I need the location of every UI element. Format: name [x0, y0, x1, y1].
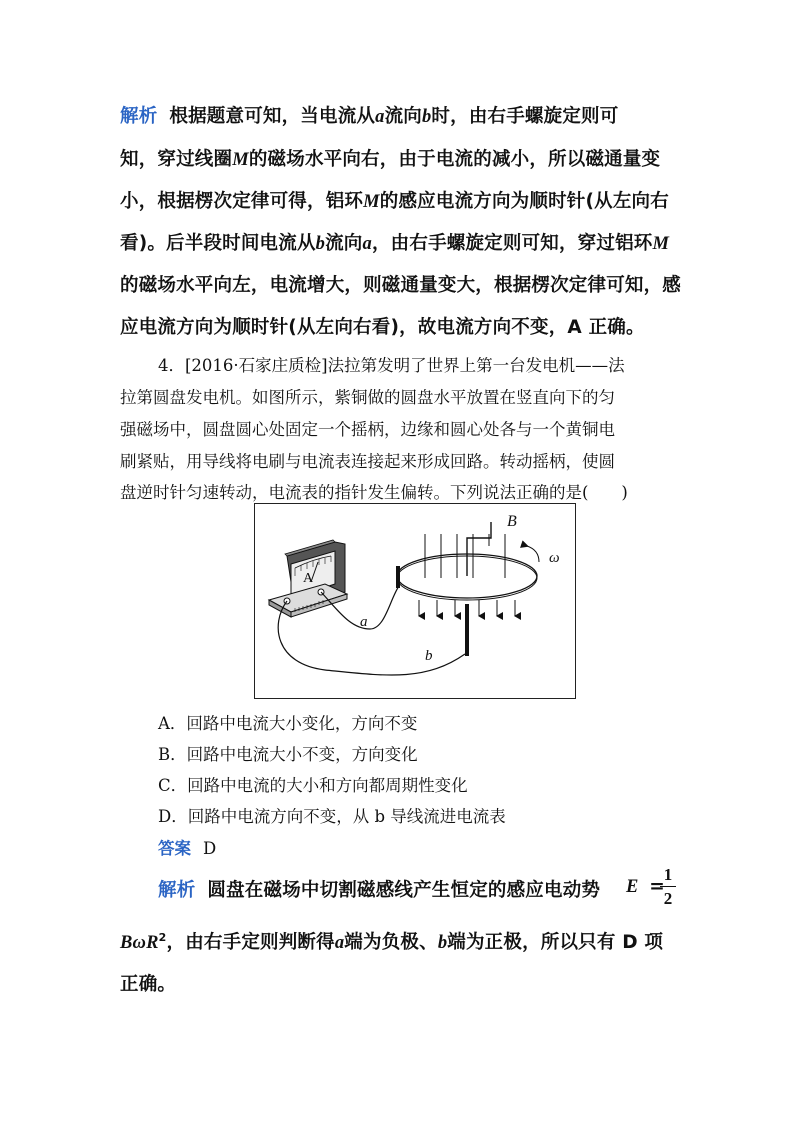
answer-line — [158, 835, 216, 859]
text-span: 时，由右手螺旋定则可 — [431, 106, 619, 127]
omega-label: ω — [549, 550, 560, 566]
option-letter: B． — [158, 745, 187, 764]
equals-sign: = — [649, 876, 665, 897]
question-line-4: 刷紧贴，用导线将电刷与电流表连接起来形成回路。转动摇柄，使圆 — [120, 452, 615, 471]
ammeter-label: A — [303, 571, 314, 586]
question-line-1 — [158, 352, 625, 376]
answer-tag: 答案 — [158, 839, 191, 858]
faraday-disk-figure — [254, 503, 576, 699]
answer-value: D — [203, 839, 217, 858]
question-line-2: 拉第圆盘发电机。如图所示，紫铜做的圆盘水平放置在竖直向下的匀 — [120, 388, 615, 407]
exponent: 2 — [158, 930, 167, 944]
text-span: 法拉第发明了世界上第一台发电机——法 — [327, 356, 625, 375]
question-line-3: 强磁场中，圆盘圆心处固定一个摇柄，边缘和圆心处各与一个黄铜电 — [120, 420, 615, 439]
edge-brush — [396, 566, 400, 588]
var-M: M — [652, 234, 670, 254]
explanation-line-2 — [120, 145, 660, 171]
fraction-one-half — [660, 866, 676, 907]
text-span: ，由右手定则判断得 — [166, 932, 335, 953]
text-span: 端为正极，所以只有 D 项 — [447, 932, 664, 953]
center-brush — [465, 604, 469, 656]
option-text: 回路中电流大小变化，方向不变 — [186, 714, 418, 733]
explanation2-line-3: 正确。 — [120, 974, 177, 995]
var-E: E — [626, 877, 639, 897]
var-M: M — [363, 192, 380, 212]
option-text: 回路中电流大小不变，方向变化 — [186, 745, 418, 764]
text-span: 根据题意可知，当电流从 — [169, 106, 376, 127]
option-letter: C． — [158, 776, 188, 795]
explanation2-line-2 — [120, 928, 663, 954]
explanation2-line-1 — [158, 876, 600, 902]
var-b: b — [421, 107, 432, 127]
fraction-numerator: 1 — [660, 866, 676, 887]
text-span: 的磁场水平向右，由于电流的减小，所以磁通量变 — [248, 149, 661, 170]
text-span: 知，穿过线圈 — [120, 149, 233, 170]
explanation-line-5: 的磁场水平向左，电流增大，则磁通量变大，根据楞次定律可知，感 — [120, 275, 682, 296]
question-number: 4． — [158, 356, 185, 375]
generator-diagram — [255, 504, 575, 698]
var-b: b — [437, 933, 448, 953]
formula-b-omega-r: BωR — [120, 933, 159, 953]
option-letter: D． — [158, 807, 188, 826]
text-span: 看)。后半段时间电流从 — [120, 233, 316, 254]
option-text: 回路中电流的大小和方向都周期性变化 — [187, 776, 468, 795]
option-a — [158, 710, 417, 734]
explanation-line-4 — [120, 229, 669, 255]
text-span: 圆盘在磁场中切割磁感线产生恒定的感应电动势 — [207, 880, 601, 901]
var-M: M — [232, 150, 249, 170]
option-b — [158, 741, 418, 765]
explanation-line-6: 应电流方向为顺时针(从左向右看)，故电流方向不变，A 正确。 — [120, 317, 645, 338]
fraction-denominator: 2 — [663, 889, 673, 908]
wire-b-label: b — [425, 648, 433, 664]
var-a: a — [375, 107, 385, 127]
var-b: b — [315, 234, 326, 254]
question-source: [2016·石家庄质检] — [185, 356, 328, 375]
explanation-tag: 解析 — [158, 880, 196, 901]
text-span: ，由右手螺旋定则可知，穿过铝环 — [371, 233, 653, 254]
explanation-line-1 — [120, 102, 618, 128]
rotation-arrow — [527, 546, 539, 562]
explanation-line-3 — [120, 187, 669, 213]
text-span: 端为负极、 — [344, 932, 438, 953]
ammeter — [269, 540, 347, 617]
var-a: a — [334, 933, 345, 953]
option-c — [158, 772, 468, 796]
wire-a-label: a — [360, 614, 368, 630]
option-text: 回路中电流方向不变，从 b 导线流进电流表 — [187, 807, 506, 826]
text-span: 的感应电流方向为顺时针(从左向右 — [379, 191, 669, 212]
question-line-5: 盘逆时针匀速转动，电流表的指针发生偏转。下列说法正确的是( ) — [120, 483, 628, 502]
text-span: 流向 — [384, 106, 422, 127]
option-letter: A． — [158, 714, 187, 733]
var-a: a — [362, 234, 372, 254]
text-span: 流向 — [325, 233, 363, 254]
text-span: 小，根据楞次定律可得，铝环 — [120, 191, 364, 212]
field-label: B — [507, 513, 517, 530]
explanation-tag: 解析 — [120, 106, 158, 127]
option-d — [158, 803, 506, 827]
